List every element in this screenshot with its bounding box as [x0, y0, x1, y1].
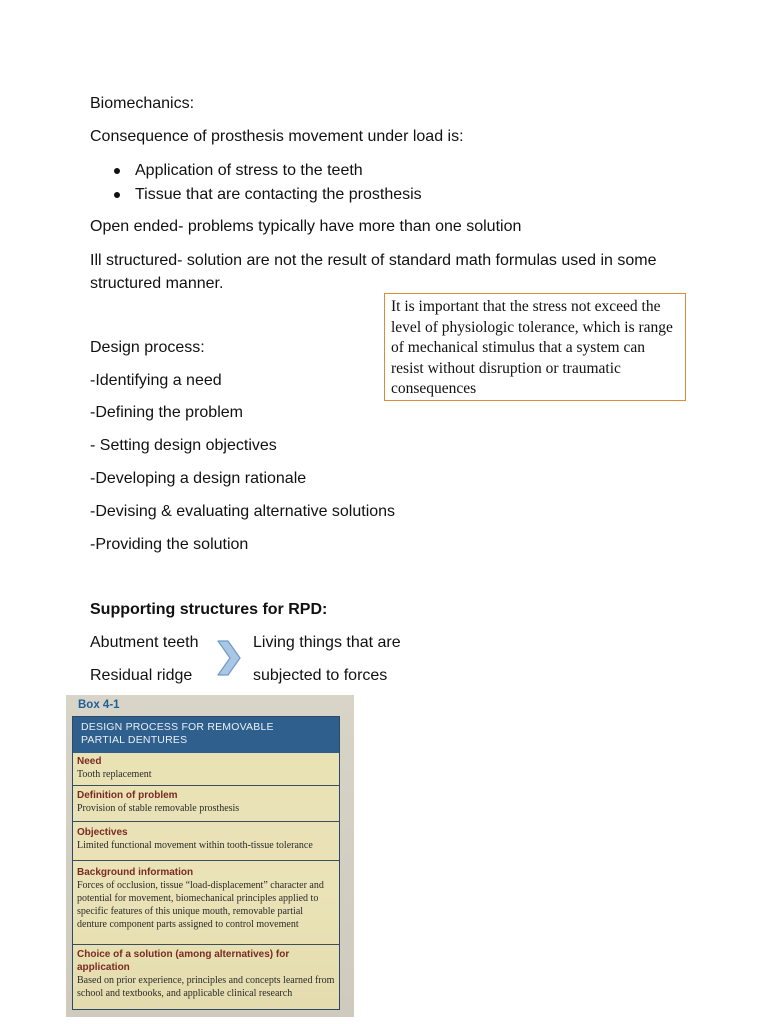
box-section: [77, 755, 335, 781]
supporting-right-item: subjected to forces: [253, 667, 388, 684]
design-step: -Devising & evaluating alternative solutions: [90, 503, 396, 520]
design-step: -Developing a design rationale: [90, 470, 307, 487]
list-item: Application of stress to the teeth: [112, 159, 422, 183]
box-section-heading: Need: [77, 756, 102, 767]
box-label: Box 4-1: [78, 699, 120, 711]
box-section-heading: Objectives: [77, 827, 128, 838]
box-section: [77, 948, 335, 1000]
note-box: It is important that the stress not exceed the level of physiologic tolerance, which is range of mechanical stimulus that a system can resist without disruption or traumatic consequences: [384, 293, 686, 401]
box-section-body: Based on prior experience, principles and concepts learned from school and textbooks, and applicable clinical research: [77, 975, 335, 999]
box-section: [77, 826, 335, 852]
supporting-left-item: Abutment teeth: [90, 634, 199, 651]
design-process-title: Design process:: [90, 339, 205, 356]
supporting-right-item: Living things that are: [253, 634, 401, 651]
divider: [73, 785, 339, 786]
box-section-body: Provision of stable removable prosthesis: [77, 803, 240, 814]
box-section-body: Limited functional movement within tooth-tissue tolerance: [77, 840, 313, 851]
chevron-right-icon: [216, 640, 242, 676]
box-section-heading: Choice of a solution (among alternatives) for application: [77, 949, 290, 973]
box-section: [77, 789, 335, 815]
box-section: [77, 866, 335, 931]
box-header: [73, 717, 339, 753]
box-frame: [72, 716, 340, 1010]
box-header-line: DESIGN PROCESS FOR REMOVABLE: [81, 721, 274, 733]
list-item: Tissue that are contacting the prosthesis: [112, 183, 422, 207]
box-header-line: PARTIAL DENTURES: [81, 734, 188, 746]
supporting-left-item: Residual ridge: [90, 667, 193, 684]
design-step: - Setting design objectives: [90, 437, 277, 454]
box-section-heading: Background information: [77, 867, 194, 878]
consequence-text: Consequence of prosthesis movement under load is:: [90, 128, 464, 145]
heading-biomechanics: Biomechanics:: [90, 95, 195, 112]
design-step: -Defining the problem: [90, 404, 243, 421]
divider: [73, 821, 339, 822]
supporting-title: Supporting structures for RPD:: [90, 601, 328, 618]
box-section-body: Tooth replacement: [77, 769, 152, 780]
ill-structured-text: Ill structured- solution are not the result of standard math formulas used in some structured manner.: [90, 252, 657, 292]
design-step: -Identifying a need: [90, 372, 222, 389]
open-ended-text: Open ended- problems typically have more than one solution: [90, 218, 522, 235]
divider: [73, 944, 339, 945]
design-step: -Providing the solution: [90, 536, 249, 553]
box-section-heading: Definition of problem: [77, 790, 178, 801]
textbook-box-photo: [66, 695, 354, 1017]
box-section-body: Forces of occlusion, tissue “load-displacement” character and potential for movement, biomechanical principles applied to specific features of this unique mouth, removable partial denture component parts assigned to control movement: [77, 880, 324, 930]
consequence-list: [112, 159, 422, 207]
divider: [73, 860, 339, 861]
